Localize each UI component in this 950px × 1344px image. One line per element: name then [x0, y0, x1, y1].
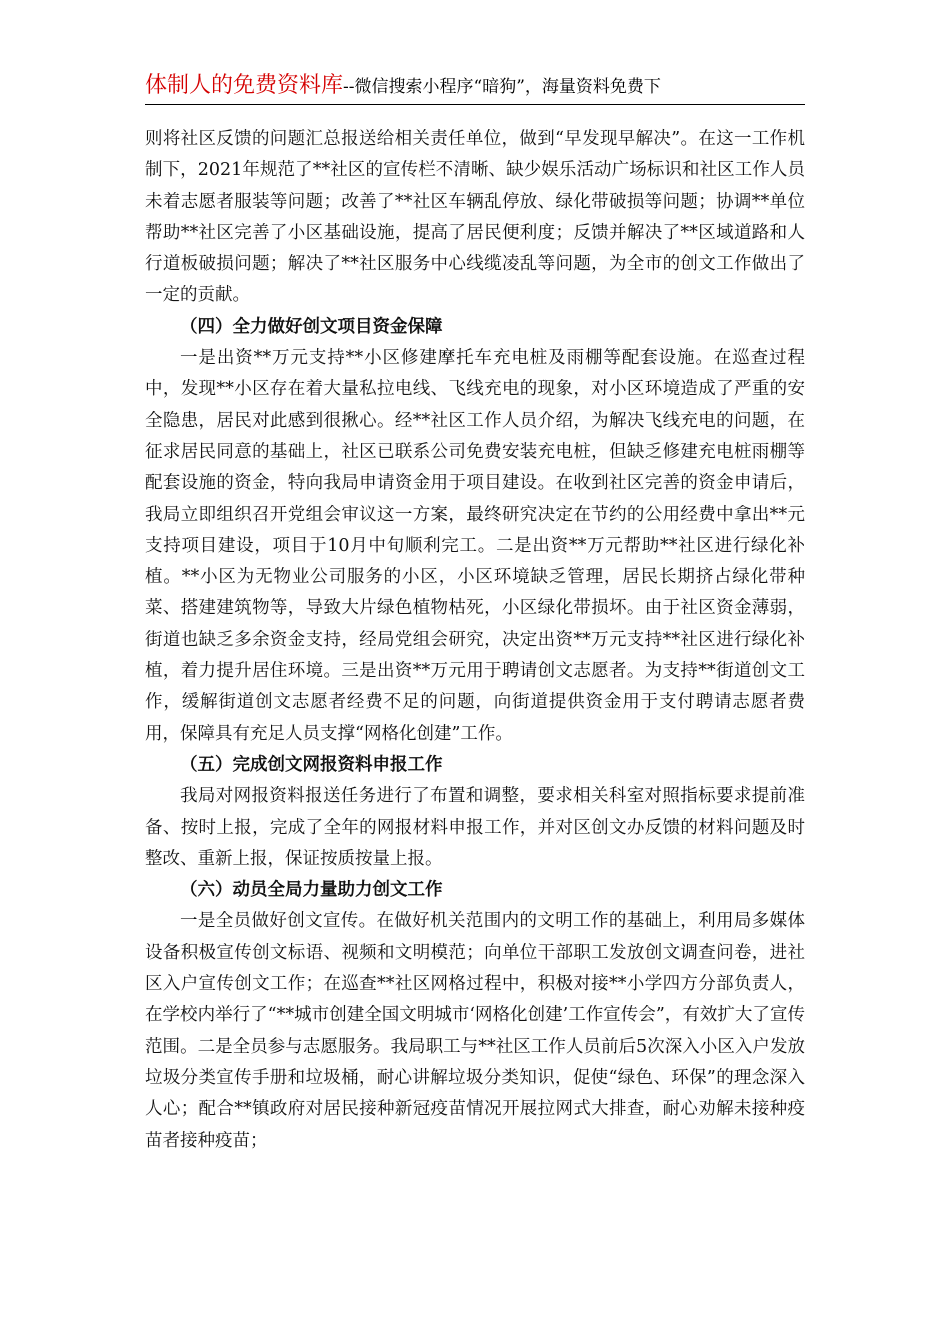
header-slogan: --微信搜索小程序“暗狗”，海量资料免费下 [343, 77, 661, 97]
header-site-name: 体制人的免费资料库 [145, 73, 344, 98]
paragraph-funding: 一是出资**万元支持**小区修建摩托车充电桩及雨棚等配套设施。在巡查过程中，发现**小区存在着大量私拉电线、飞线充电的现象，对小区环境造成了严重的安全隐患，居民对此感到很揪心。经**社区工作人员介绍，为解决飞线充电的问题，在征求居民同意的基础上，社区已联系公司免费安装充电桩，但缺乏修建充电桩雨棚等配套设施的资金，特向我局申请资金用于项目建设。在收到社区完善的资金申请后，我局立即组织召开党组会审议这一方案，最终研究决定在节约的公用经费中拿出**元支持项目建设，项目于10月中旬顺利完工。二是出资**万元帮助**社区进行绿化补植。**小区为无物业公司服务的小区，小区环境缺乏管理，居民长期挤占绿化带种菜、搭建建筑物等，导致大片绿色植物枯死，小区绿化带损坏。由于社区资金薄弱，街道也缺乏多余资金支持，经局党组会研究，决定出资**万元支持**社区进行绿化补植，着力提升居住环境。三是出资**万元用于聘请创文志愿者。为支持**街道创文工作，缓解街道创文志愿者经费不足的问题，向街道提供资金用于支付聘请志愿者费用，保障具有充足人员支撑“网格化创建”工作。 [145, 348, 805, 744]
paragraph-continued: 则将社区反馈的问题汇总报送给相关责任单位，做到“早发现早解决”。在这一工作机制下，2021年规范了**社区的宣传栏不清晰、缺少娱乐活动广场标识和社区工作人员未着志愿者服装等问题；改善了**社区车辆乱停放、绿化带破损等问题；协调**单位帮助**社区完善了小区基础设施，提高了居民便利度；反馈并解决了**区域道路和人行道板破损问题；解决了**社区服务中心线缆凌乱等问题，为全市的创文工作做出了一定的贡献。 [145, 129, 805, 306]
section-heading-4: （四）全力做好创文项目资金保障 [180, 316, 443, 337]
document-body [145, 124, 805, 1157]
section-heading-6: （六）动员全局力量助力创文工作 [180, 880, 443, 901]
page-header [145, 70, 805, 105]
paragraph-mobilize: 一是全员做好创文宣传。在做好机关范围内的文明工作的基础上，利用局多媒体设备积极宣传创文标语、视频和文明模范；向单位干部职工发放创文调查问卷，进社区入户宣传创文工作；在巡查**社区网格过程中，积极对接**小学四方分部负责人，在学校内举行了“**城市创建全国文明城市‘网格化创建’工作宣传会”，有效扩大了宣传范围。二是全员参与志愿服务。我局职工与**社区工作人员前后5次深入小区入户发放垃圾分类宣传手册和垃圾桶，耐心讲解垃圾分类知识，促使“绿色、环保”的理念深入人心；配合**镇政府对居民接种新冠疫苗情况开展拉网式大排查，耐心劝解未接种疫苗者接种疫苗； [145, 911, 805, 1151]
paragraph-online-report: 我局对网报资料报送任务进行了布置和调整，要求相关科室对照指标要求提前准备、按时上报，完成了全年的网报材料申报工作，并对区创文办反馈的材料问题及时整改、重新上报，保证按质按量上报。 [145, 786, 805, 869]
section-heading-5: （五）完成创文网报资料申报工作 [180, 754, 443, 775]
